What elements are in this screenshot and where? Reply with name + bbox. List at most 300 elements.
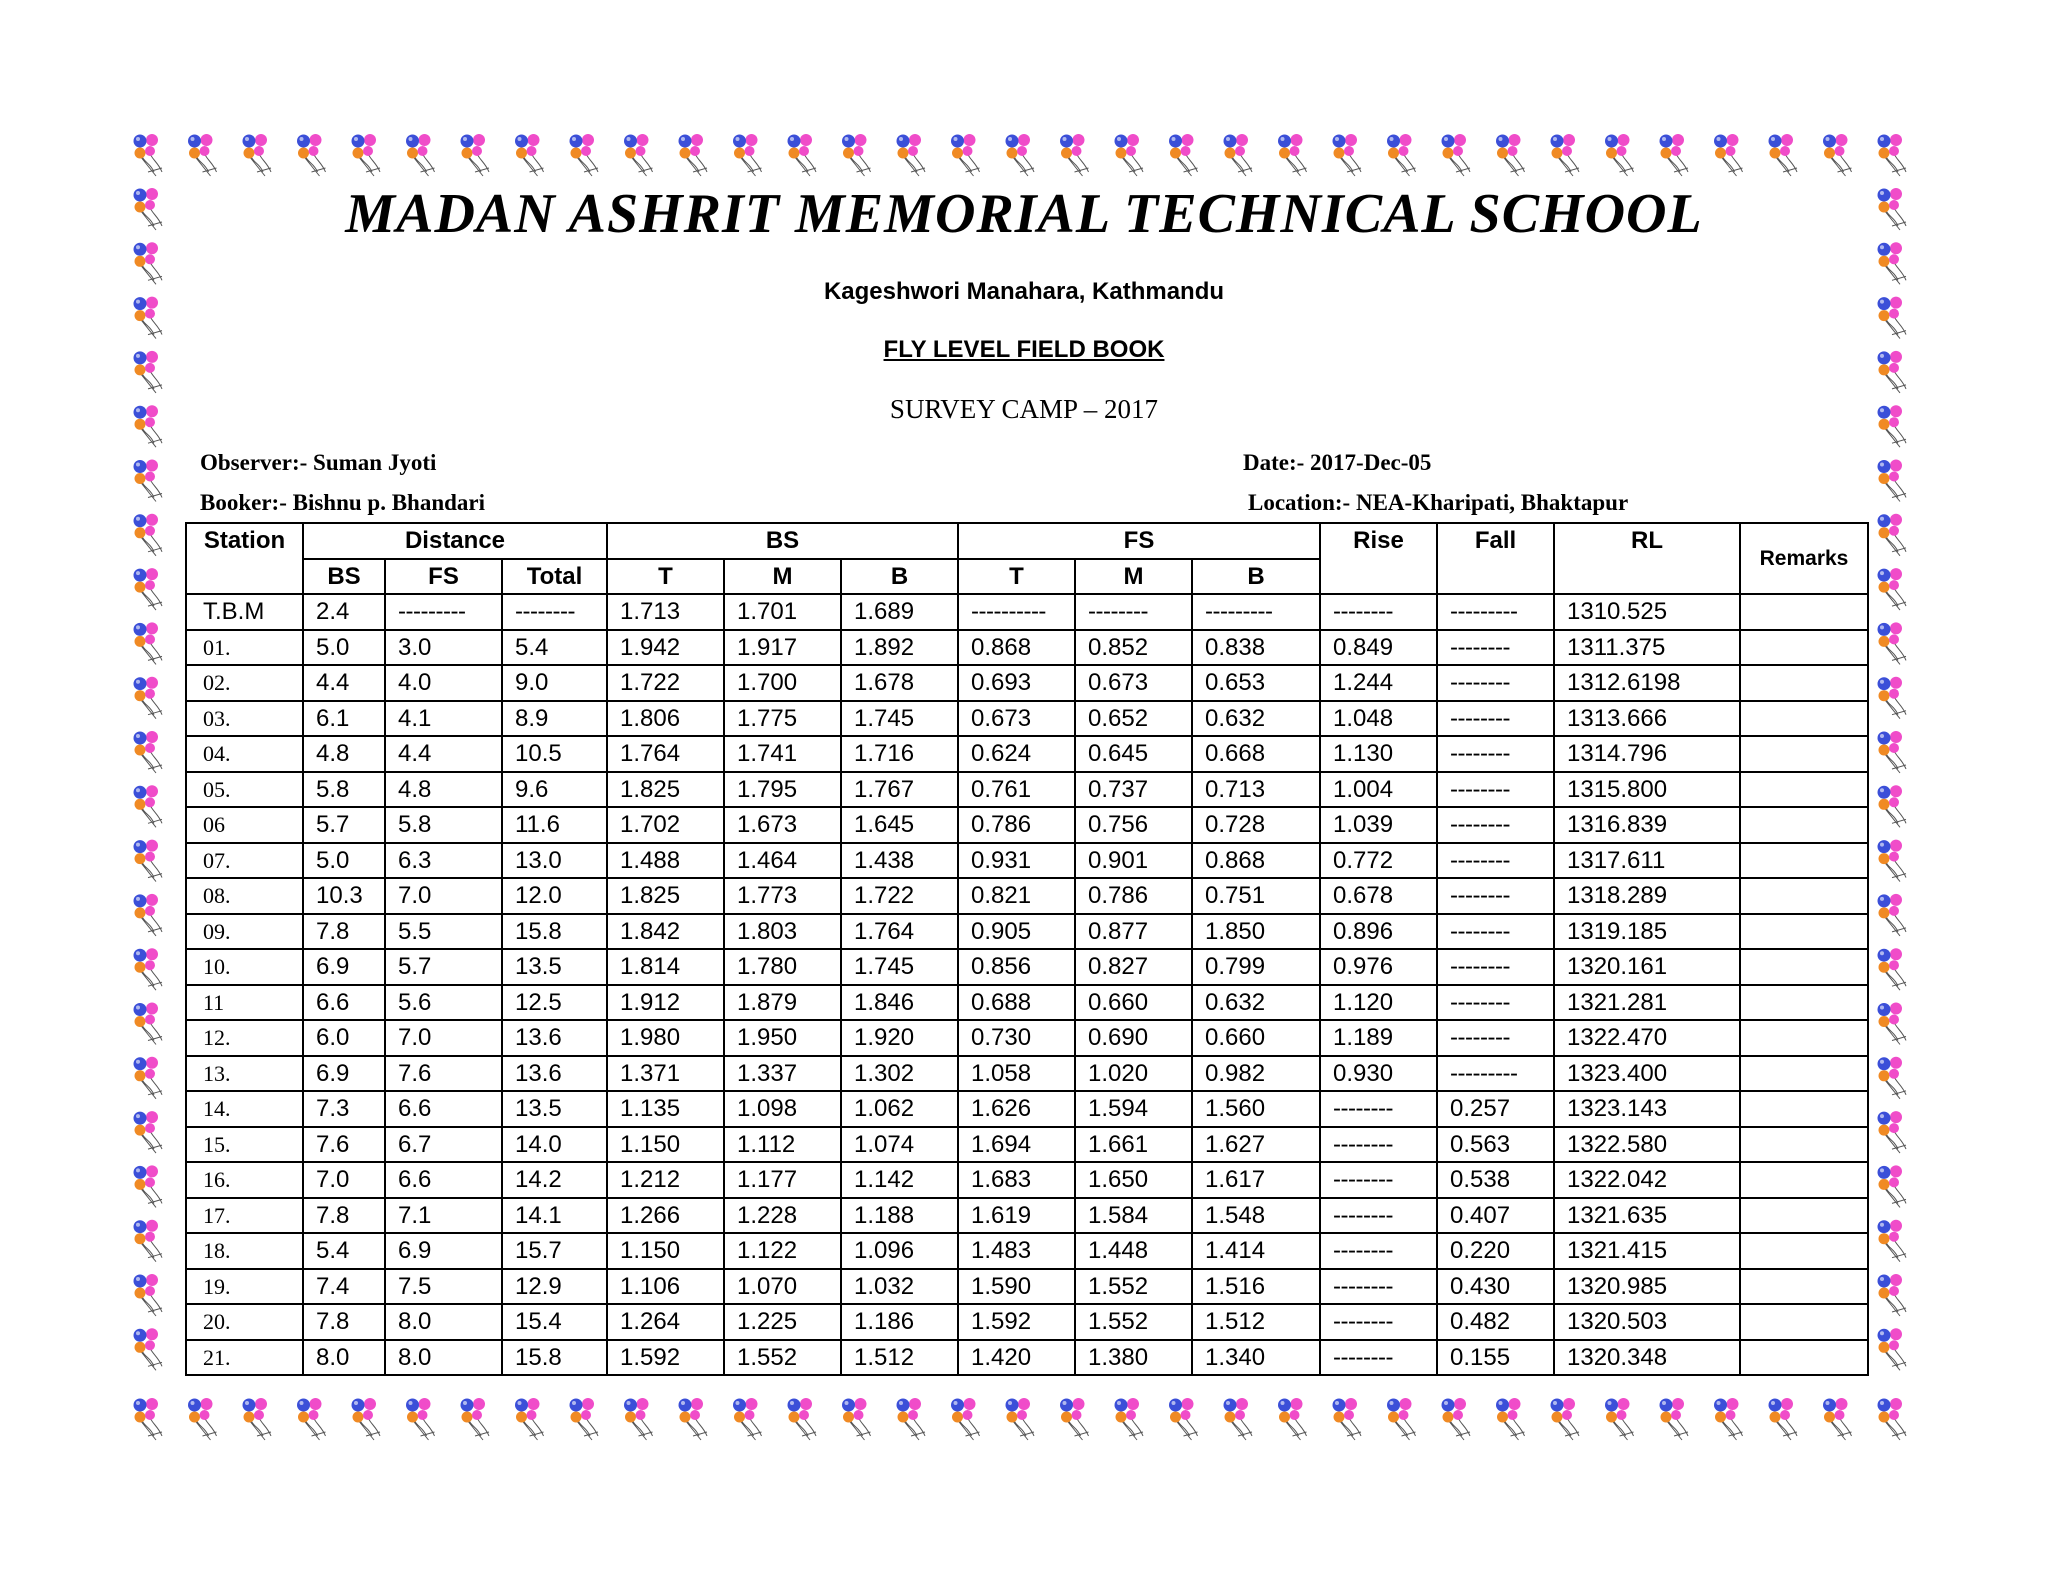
rl-cell: 1323.143 [1554, 1091, 1740, 1127]
distance-total-cell: 12.0 [502, 878, 607, 914]
bs-bottom-cell: 1.438 [841, 843, 958, 879]
distance-fs-cell: 6.9 [385, 1233, 502, 1269]
fs-top-cell: 0.786 [958, 807, 1075, 843]
balloon-cluster-icon [1224, 134, 1253, 176]
distance-bs-cell: 6.1 [303, 701, 385, 737]
balloon-cluster-icon [842, 134, 871, 176]
rl-cell: 1311.375 [1554, 630, 1740, 666]
distance-fs-cell: --------- [385, 594, 502, 630]
date-label: Date:- 2017-Dec-05 [1243, 450, 1432, 475]
fs-bottom-cell: 0.713 [1192, 772, 1320, 808]
fall-cell: -------- [1437, 665, 1554, 701]
balloon-cluster-icon [570, 134, 599, 176]
fs-bottom-cell: 0.728 [1192, 807, 1320, 843]
balloon-cluster-icon [1333, 1398, 1362, 1440]
remarks-header: Remarks [1740, 523, 1868, 594]
fs-middle-cell: 0.737 [1075, 772, 1192, 808]
location-label: Location:- NEA-Kharipati, Bhaktapur [1248, 490, 1629, 515]
bs-top-cell: 1.825 [607, 772, 724, 808]
bs-top-cell: 1.371 [607, 1056, 724, 1092]
fs-bottom-cell: 0.632 [1192, 701, 1320, 737]
fs-bottom-cell: 1.627 [1192, 1127, 1320, 1163]
bs-middle-cell: 1.070 [724, 1269, 841, 1305]
balloon-cluster-icon [1496, 1398, 1525, 1440]
fs-bottom-cell: 0.868 [1192, 843, 1320, 879]
station-cell: 01. [186, 630, 303, 666]
balloon-cluster-icon [679, 1398, 708, 1440]
station-cell: 04. [186, 736, 303, 772]
distance-fs-cell: 7.1 [385, 1198, 502, 1234]
balloon-cluster-icon [1496, 134, 1525, 176]
station-cell: 02. [186, 665, 303, 701]
fall-cell: --------- [1437, 594, 1554, 630]
fs-middle-cell: 0.901 [1075, 843, 1192, 879]
table-row [186, 1091, 1868, 1127]
fs-middle-cell: 1.594 [1075, 1091, 1192, 1127]
fs-top-cell: 1.483 [958, 1233, 1075, 1269]
balloon-cluster-icon [1878, 568, 1907, 610]
balloon-cluster-icon [1769, 134, 1798, 176]
fall-cell: -------- [1437, 736, 1554, 772]
remarks-cell [1740, 914, 1868, 950]
distance-total-cell: 12.5 [502, 985, 607, 1021]
bs-bottom-cell: 1.722 [841, 878, 958, 914]
balloon-cluster-icon [1878, 1057, 1907, 1099]
balloon-cluster-icon [352, 1398, 381, 1440]
distance-bs-cell: 6.0 [303, 1020, 385, 1056]
fs-middle-cell: 0.786 [1075, 878, 1192, 914]
fs-bottom-cell: 0.653 [1192, 665, 1320, 701]
distance-total-cell: 10.5 [502, 736, 607, 772]
rl-cell: 1322.042 [1554, 1162, 1740, 1198]
remarks-cell [1740, 736, 1868, 772]
balloon-cluster-icon [1714, 134, 1743, 176]
rise-cell: -------- [1320, 1340, 1437, 1376]
fs-middle-cell: 0.827 [1075, 949, 1192, 985]
fs-bottom-header: B [1192, 559, 1320, 595]
balloon-cluster-icon [570, 1398, 599, 1440]
distance-fs-cell: 4.0 [385, 665, 502, 701]
fs-top-cell: ---------- [958, 594, 1075, 630]
balloon-cluster-icon [679, 134, 708, 176]
rise-cell: -------- [1320, 1233, 1437, 1269]
bs-top-cell: 1.592 [607, 1340, 724, 1376]
bs-bottom-cell: 1.767 [841, 772, 958, 808]
rl-cell: 1317.611 [1554, 843, 1740, 879]
distance-bs-cell: 5.0 [303, 630, 385, 666]
distance-bs-cell: 5.4 [303, 1233, 385, 1269]
balloon-cluster-icon [1878, 948, 1907, 990]
remarks-cell [1740, 878, 1868, 914]
table-row [186, 1198, 1868, 1234]
rise-cell: 0.976 [1320, 949, 1437, 985]
balloon-cluster-icon [134, 785, 163, 827]
balloon-cluster-icon [134, 1057, 163, 1099]
distance-fs-cell: 8.0 [385, 1304, 502, 1340]
bs-middle-cell: 1.673 [724, 807, 841, 843]
balloon-cluster-icon [1060, 1398, 1089, 1440]
balloon-cluster-icon [1878, 677, 1907, 719]
distance-fs-cell: 7.0 [385, 878, 502, 914]
rise-cell: 0.772 [1320, 843, 1437, 879]
balloon-cluster-icon [1551, 134, 1580, 176]
distance-fs-cell: 3.0 [385, 630, 502, 666]
rise-cell: 0.930 [1320, 1056, 1437, 1092]
balloon-cluster-icon [134, 514, 163, 556]
balloon-cluster-icon [1605, 1398, 1634, 1440]
balloon-cluster-icon [733, 1398, 762, 1440]
table-row [186, 665, 1868, 701]
balloon-cluster-icon [134, 677, 163, 719]
balloon-cluster-icon [624, 134, 653, 176]
distance-total-cell: 14.1 [502, 1198, 607, 1234]
distance-total-cell: 15.7 [502, 1233, 607, 1269]
bs-top-cell: 1.264 [607, 1304, 724, 1340]
fs-bottom-cell: 1.340 [1192, 1340, 1320, 1376]
fs-bottom-cell: 0.668 [1192, 736, 1320, 772]
balloon-cluster-icon [461, 1398, 490, 1440]
fs-middle-cell: 0.673 [1075, 665, 1192, 701]
distance-bs-cell: 7.8 [303, 914, 385, 950]
station-cell: 14. [186, 1091, 303, 1127]
fall-cell: 0.257 [1437, 1091, 1554, 1127]
balloon-cluster-icon [243, 1398, 272, 1440]
fs-bottom-cell: 0.982 [1192, 1056, 1320, 1092]
fs-top-cell: 0.931 [958, 843, 1075, 879]
bs-top-header: T [607, 559, 724, 595]
table-row [186, 1340, 1868, 1376]
bs-bottom-cell: 1.846 [841, 985, 958, 1021]
balloon-cluster-icon [134, 894, 163, 936]
bs-middle-cell: 1.228 [724, 1198, 841, 1234]
station-cell: 16. [186, 1162, 303, 1198]
bs-bottom-cell: 1.645 [841, 807, 958, 843]
balloon-cluster-icon [1878, 1220, 1907, 1262]
distance-bs-cell: 10.3 [303, 878, 385, 914]
rl-cell: 1321.281 [1554, 985, 1740, 1021]
bs-bottom-cell: 1.096 [841, 1233, 958, 1269]
distance-total-cell: 9.0 [502, 665, 607, 701]
bs-bottom-cell: 1.764 [841, 914, 958, 950]
distance-fs-cell: 6.6 [385, 1162, 502, 1198]
distance-fs-cell: 8.0 [385, 1340, 502, 1376]
bs-middle-cell: 1.775 [724, 701, 841, 737]
balloon-cluster-icon [461, 134, 490, 176]
distance-total-cell: 13.6 [502, 1020, 607, 1056]
rise-cell: 1.048 [1320, 701, 1437, 737]
station-cell: 07. [186, 843, 303, 879]
distance-bs-cell: 6.6 [303, 985, 385, 1021]
bs-middle-header: M [724, 559, 841, 595]
fs-top-cell: 0.730 [958, 1020, 1075, 1056]
station-cell: 03. [186, 701, 303, 737]
table-row [186, 807, 1868, 843]
balloon-cluster-icon [134, 731, 163, 773]
fall-cell: 0.407 [1437, 1198, 1554, 1234]
remarks-cell [1740, 665, 1868, 701]
balloon-cluster-icon [134, 948, 163, 990]
balloon-cluster-icon [1224, 1398, 1253, 1440]
table-row [186, 843, 1868, 879]
distance-total-cell: 8.9 [502, 701, 607, 737]
balloon-cluster-icon [1660, 1398, 1689, 1440]
distance-total-cell: 9.6 [502, 772, 607, 808]
booker-label: Booker:- Bishnu p. Bhandari [200, 490, 486, 515]
rl-cell: 1320.348 [1554, 1340, 1740, 1376]
station-header: Station [186, 523, 303, 594]
rl-cell: 1320.985 [1554, 1269, 1740, 1305]
station-cell: 21. [186, 1340, 303, 1376]
bs-bottom-cell: 1.920 [841, 1020, 958, 1056]
balloon-cluster-icon [1442, 134, 1471, 176]
bs-middle-cell: 1.225 [724, 1304, 841, 1340]
rl-cell: 1315.800 [1554, 772, 1740, 808]
balloon-cluster-icon [1660, 134, 1689, 176]
fall-cell: -------- [1437, 630, 1554, 666]
bs-top-cell: 1.942 [607, 630, 724, 666]
bs-middle-cell: 1.803 [724, 914, 841, 950]
fall-cell: -------- [1437, 701, 1554, 737]
table-body [186, 594, 1868, 1375]
balloon-cluster-icon [1169, 1398, 1198, 1440]
bs-middle-cell: 1.879 [724, 985, 841, 1021]
remarks-cell [1740, 807, 1868, 843]
fs-bottom-cell: 1.560 [1192, 1091, 1320, 1127]
balloon-cluster-icon [134, 1220, 163, 1262]
fs-middle-cell: -------- [1075, 594, 1192, 630]
rl-cell: 1310.525 [1554, 594, 1740, 630]
bs-middle-cell: 1.464 [724, 843, 841, 879]
distance-total-header: Total [502, 559, 607, 595]
balloon-cluster-icon [1169, 134, 1198, 176]
fs-middle-cell: 1.661 [1075, 1127, 1192, 1163]
fs-top-cell: 0.693 [958, 665, 1075, 701]
balloon-cluster-icon [297, 134, 326, 176]
distance-bs-cell: 6.9 [303, 949, 385, 985]
balloon-cluster-icon [1878, 840, 1907, 882]
bs-middle-cell: 1.098 [724, 1091, 841, 1127]
rise-cell: 1.120 [1320, 985, 1437, 1021]
distance-fs-cell: 4.8 [385, 772, 502, 808]
distance-fs-cell: 7.6 [385, 1056, 502, 1092]
balloon-cluster-icon [1878, 1165, 1907, 1207]
balloon-cluster-icon [1006, 1398, 1035, 1440]
bs-middle-cell: 1.552 [724, 1340, 841, 1376]
distance-bs-header: BS [303, 559, 385, 595]
balloon-cluster-icon [1442, 1398, 1471, 1440]
rise-cell: 0.896 [1320, 914, 1437, 950]
balloon-cluster-icon [1060, 134, 1089, 176]
distance-bs-cell: 7.3 [303, 1091, 385, 1127]
distance-total-cell: 15.8 [502, 1340, 607, 1376]
rise-cell: -------- [1320, 1091, 1437, 1127]
table-row [186, 1056, 1868, 1092]
field-book-title: FLY LEVEL FIELD BOOK [883, 336, 1165, 363]
table-row [186, 1162, 1868, 1198]
bs-top-cell: 1.713 [607, 594, 724, 630]
table-row [186, 914, 1868, 950]
bs-middle-cell: 1.177 [724, 1162, 841, 1198]
bs-top-cell: 1.814 [607, 949, 724, 985]
bs-bottom-cell: 1.678 [841, 665, 958, 701]
fall-cell: -------- [1437, 949, 1554, 985]
distance-bs-cell: 7.4 [303, 1269, 385, 1305]
table-row [186, 1127, 1868, 1163]
fall-cell: -------- [1437, 1020, 1554, 1056]
fs-top-cell: 0.856 [958, 949, 1075, 985]
balloon-cluster-icon [1878, 1111, 1907, 1153]
rl-cell: 1320.161 [1554, 949, 1740, 985]
balloon-cluster-icon [1115, 1398, 1144, 1440]
bs-top-cell: 1.266 [607, 1198, 724, 1234]
balloon-cluster-icon [134, 1328, 163, 1370]
station-cell: T.B.M [186, 594, 303, 630]
fs-middle-cell: 0.645 [1075, 736, 1192, 772]
bs-bottom-cell: 1.186 [841, 1304, 958, 1340]
bs-top-cell: 1.150 [607, 1233, 724, 1269]
remarks-cell [1740, 1269, 1868, 1305]
bs-middle-cell: 1.112 [724, 1127, 841, 1163]
bs-top-cell: 1.806 [607, 701, 724, 737]
observer-label: Observer:- Suman Jyoti [200, 450, 437, 475]
fall-cell: -------- [1437, 985, 1554, 1021]
distance-bs-cell: 2.4 [303, 594, 385, 630]
balloon-cluster-icon [406, 134, 435, 176]
balloon-cluster-icon [134, 1274, 163, 1316]
fs-bottom-cell: 0.838 [1192, 630, 1320, 666]
bs-middle-cell: 1.773 [724, 878, 841, 914]
remarks-cell [1740, 1340, 1868, 1376]
distance-fs-cell: 6.6 [385, 1091, 502, 1127]
station-cell: 12. [186, 1020, 303, 1056]
rise-cell: 1.039 [1320, 807, 1437, 843]
fs-middle-cell: 1.020 [1075, 1056, 1192, 1092]
bs-bottom-cell: 1.062 [841, 1091, 958, 1127]
balloon-cluster-icon [1278, 134, 1307, 176]
bs-top-cell: 1.980 [607, 1020, 724, 1056]
fs-top-cell: 1.683 [958, 1162, 1075, 1198]
balloon-cluster-icon [1878, 1398, 1907, 1440]
distance-bs-cell: 6.9 [303, 1056, 385, 1092]
balloon-cluster-icon [733, 134, 762, 176]
balloon-cluster-icon [1878, 460, 1907, 502]
rise-cell: 1.004 [1320, 772, 1437, 808]
table-row [186, 1269, 1868, 1305]
bs-top-cell: 1.106 [607, 1269, 724, 1305]
bs-bottom-cell: 1.188 [841, 1198, 958, 1234]
fall-cell: -------- [1437, 878, 1554, 914]
bs-bottom-cell: 1.716 [841, 736, 958, 772]
distance-bs-cell: 4.8 [303, 736, 385, 772]
fs-bottom-cell: 0.660 [1192, 1020, 1320, 1056]
station-cell: 15. [186, 1127, 303, 1163]
fs-top-cell: 1.420 [958, 1340, 1075, 1376]
balloon-cluster-icon [951, 1398, 980, 1440]
station-cell: 09. [186, 914, 303, 950]
table-row [186, 878, 1868, 914]
fs-top-cell: 0.673 [958, 701, 1075, 737]
fall-cell: 0.538 [1437, 1162, 1554, 1198]
fall-cell: 0.482 [1437, 1304, 1554, 1340]
balloon-cluster-icon [134, 840, 163, 882]
rise-cell: -------- [1320, 1162, 1437, 1198]
balloon-cluster-icon [1823, 134, 1852, 176]
fs-top-cell: 1.590 [958, 1269, 1075, 1305]
balloon-cluster-icon [897, 134, 926, 176]
table-row [186, 949, 1868, 985]
remarks-cell [1740, 1198, 1868, 1234]
rl-cell: 1322.580 [1554, 1127, 1740, 1163]
bs-bottom-cell: 1.032 [841, 1269, 958, 1305]
balloon-cluster-icon [515, 1398, 544, 1440]
bs-middle-cell: 1.700 [724, 665, 841, 701]
balloon-cluster-icon [1878, 1274, 1907, 1316]
fall-cell: -------- [1437, 772, 1554, 808]
fs-bottom-cell: 1.516 [1192, 1269, 1320, 1305]
balloon-cluster-icon [1115, 134, 1144, 176]
fs-top-cell: 1.058 [958, 1056, 1075, 1092]
fs-middle-cell: 1.380 [1075, 1340, 1192, 1376]
bs-top-cell: 1.150 [607, 1127, 724, 1163]
distance-total-cell: 12.9 [502, 1269, 607, 1305]
balloon-cluster-icon [352, 134, 381, 176]
balloon-cluster-icon [134, 134, 163, 176]
station-cell: 05. [186, 772, 303, 808]
rl-cell: 1320.503 [1554, 1304, 1740, 1340]
bs-bottom-cell: 1.745 [841, 949, 958, 985]
fs-bottom-cell: 1.617 [1192, 1162, 1320, 1198]
station-cell: 11 [186, 985, 303, 1021]
distance-total-cell: -------- [502, 594, 607, 630]
distance-bs-cell: 5.8 [303, 772, 385, 808]
fs-top-cell: 0.624 [958, 736, 1075, 772]
rl-cell: 1314.796 [1554, 736, 1740, 772]
table-row [186, 1304, 1868, 1340]
bs-top-cell: 1.764 [607, 736, 724, 772]
distance-fs-cell: 7.5 [385, 1269, 502, 1305]
survey-camp-title: SURVEY CAMP – 2017 [889, 394, 1159, 424]
balloon-cluster-icon [624, 1398, 653, 1440]
rise-cell: -------- [1320, 1269, 1437, 1305]
fs-top-cell: 0.821 [958, 878, 1075, 914]
table-row [186, 736, 1868, 772]
balloon-cluster-icon [1878, 1328, 1907, 1370]
fs-bottom-cell: 1.414 [1192, 1233, 1320, 1269]
fs-middle-cell: 0.690 [1075, 1020, 1192, 1056]
fs-top-cell: 1.619 [958, 1198, 1075, 1234]
balloon-cluster-icon [1006, 134, 1035, 176]
distance-total-cell: 13.5 [502, 1091, 607, 1127]
bs-bottom-cell: 1.512 [841, 1340, 958, 1376]
balloon-cluster-icon [515, 134, 544, 176]
bs-bottom-cell: 1.892 [841, 630, 958, 666]
table-row [186, 630, 1868, 666]
distance-bs-cell: 4.4 [303, 665, 385, 701]
fall-cell: 0.430 [1437, 1269, 1554, 1305]
station-cell: 19. [186, 1269, 303, 1305]
rise-cell: -------- [1320, 1127, 1437, 1163]
fs-middle-cell: 0.756 [1075, 807, 1192, 843]
fall-cell: -------- [1437, 843, 1554, 879]
table-row [186, 1233, 1868, 1269]
fs-middle-cell: 0.877 [1075, 914, 1192, 950]
remarks-cell [1740, 1304, 1868, 1340]
rl-cell: 1319.185 [1554, 914, 1740, 950]
balloon-cluster-icon [134, 1165, 163, 1207]
rise-cell: -------- [1320, 594, 1437, 630]
distance-fs-cell: 4.4 [385, 736, 502, 772]
balloon-cluster-icon [1878, 785, 1907, 827]
